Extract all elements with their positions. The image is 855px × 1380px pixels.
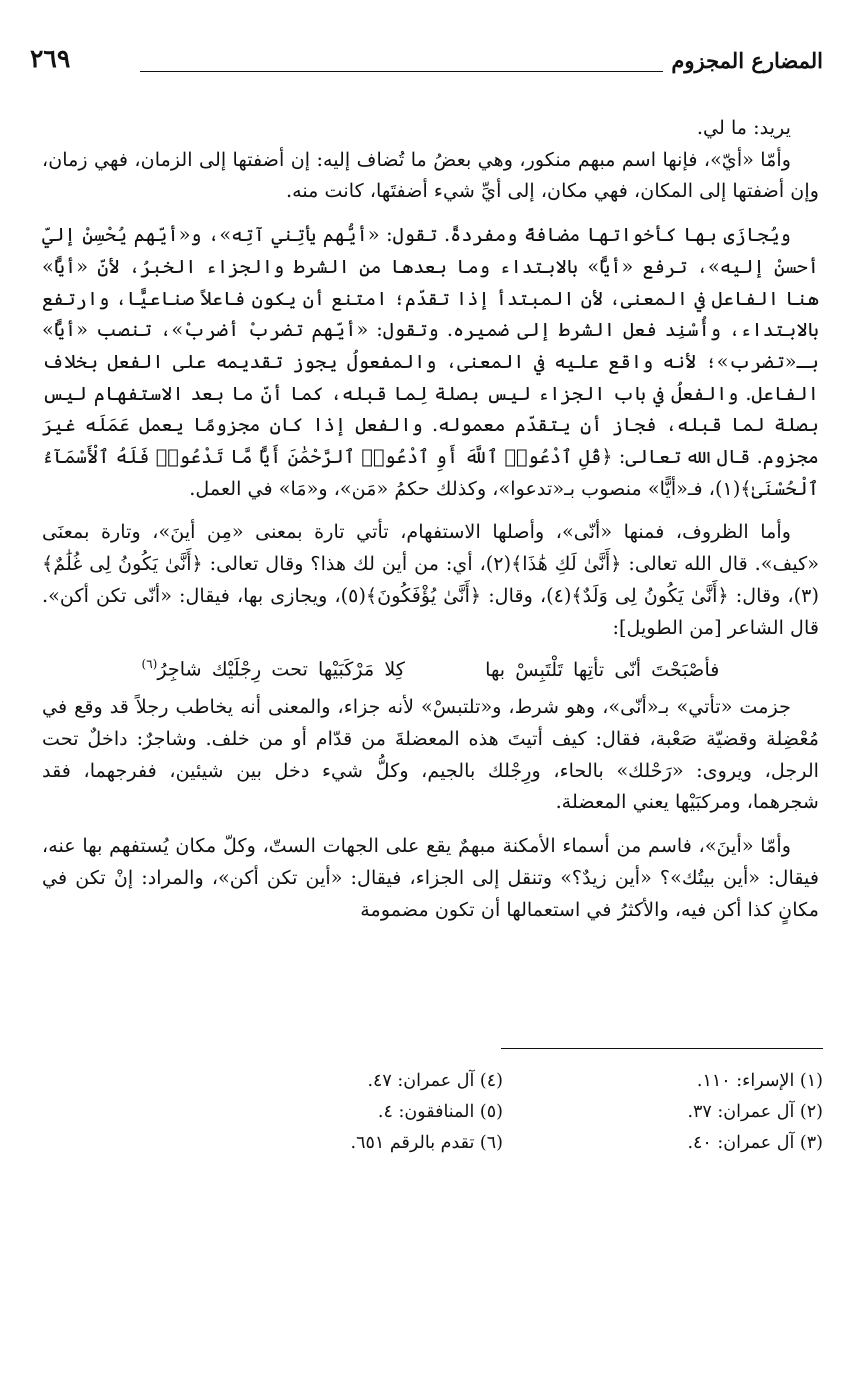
verse-hemistich-second: كِلا مَرْكَبَيْها تحت رِجْلَيْك شاجِرُ	[157, 657, 405, 681]
footnote-item: (٢) آل عمران: ٣٧.	[687, 1102, 823, 1122]
footnote-item: (٣) آل عمران: ٤٠.	[687, 1133, 823, 1153]
paragraph: يريد: ما لي.	[696, 116, 791, 139]
footnote-column-left	[243, 1066, 503, 1159]
footnote-item: (٤) آل عمران: ٤٧.	[367, 1071, 503, 1091]
paragraph: وأمّا «أيّ»، فإنها اسم مبهم منكور، وهي بعضُ ما تُضاف إليه: إن أضفتها إلى الزمان، فهي زمان، وإن أضفتها إلى المكان، فهي مكان، إلى أيِّ شيء أضفتَها، كانت منه.	[42, 147, 819, 203]
main-text	[42, 112, 819, 925]
paragraph: وأما الظروف، فمنها «أنّى»، وأصلها الاستفهام، تأتي تارة بمعنى «مِن أينَ»، وتارة بمعنَى «كيف». قال الله تعالى: ﴿أَنَّىٰ لَكِ هَٰذَا﴾(٢)، أي: من أين لك هذا؟ وقال تعالى: ﴿أَنَّىٰ يَكُونُ لِى غُلَٰمٌ﴾(٣)، وقال: ﴿أَنَّىٰ يَكُونُ لِى وَلَدٌ﴾(٤)، وقال: ﴿أَنَّىٰ يُؤْفَكُونَ﴾(٥)، ويجازى بها، فيقال: «أنّى تكن أكن». قال الشاعر [من الطويل]:	[42, 520, 819, 639]
footnote-item: (٥) المنافقون: ٤.	[377, 1102, 503, 1122]
page-header	[30, 40, 823, 80]
paragraph: جزمت «تأتي» بـ«أنّى»، وهو شرط، و«تلتبسْ» لأنه جزاء، والمعنى أنه يخاطب رجلاً قد وقع في مُعْضِلة وقضيّة صَعْبة، فقال: كيف أتيتَ هذه المعضلةَ من قدّام أو من خلف. وشاجرٌ: داخلٌ تحت الرجل، ويروى: «رَحْلك» بالحاء، ورِجْلك بالجيم، وكلُّ شيء دخل بين شيئين، ففرجهما، فقد شجرهما، ومركبَيْها يعني المعضلة.	[42, 695, 819, 814]
poetry-verse	[42, 649, 819, 685]
running-title: المضارع المجزوم	[671, 48, 823, 73]
paragraph: وأمّا «أينَ»، فاسم من أسماء الأمكنة مبهمٌ يقع على الجهات الستّ، وكلّ مكان يُستفهم بها عنه، فيقال: «أين بيتُك»؟ «أين زيدٌ؟» وتنقل إلى الجزاء، فيقال: «أين تكن أكن»، والمراد: إنْ تكن في مكانٍ كذا أكن فيه، والأكثرُ في استعمالها أن تكون مضمومة	[42, 834, 819, 921]
verse-hemistich-first: فأصْبَحْتَ أنّى تأتِها تَلْتَبِسْ بها	[485, 657, 720, 681]
footnote-item: (١) الإسراء: ١١٠.	[696, 1071, 823, 1091]
paragraph: ويُجازَى بها كأخواتها مضافةً ومفردةً. تقول: «أيُّهم يأتِني آتِه»، و«أيّهم يُحْسِنْ إليّ أحسنْ إليه»، ترفع «أيًّا» بالابتداء وما بعدها من الشرط والجزاء الخبرُ، لأنّ «أيًّا» هنا الفاعل في المعنى، لأن المبتدأ إذا تقدّم؛ امتنع أن يكون فاعلاً صناعيًّا، وارتفع بالابتداء، وأُسْنِد فعل الشرط إلى ضميره. وتقول: «أيّهم تضربْ أضربْ»، تنصب «أيًّا» بـ«تضرب»؛ لأنه واقع عليه في المعنى، والمفعولُ يجوز تقديمه على الفعل بخلاف الفاعل. والفعلُ في باب الجزاء ليس بصلة لِما قبله، كما أنّ ما بعد الاستفهام ليس بصلة لما قبله، فجاز أن يتقدّم معموله. والفعل إذا كان مجزومًا يعمل عَمَلَه غيرَ مجزوم. قال الله تعالى: ﴿قُلِ ٱدْعُوا۟ ٱللَّهَ أَوِ ٱدْعُوا۟ ٱلرَّحْمَٰنَ أَيًّا مَّا تَدْعُوا۟ فَلَهُ ٱلْأَسْمَآءُ ٱلْحُسْنَىٰ﴾(١)، فـ«أيًّا» منصوب بـ«تدعوا»، وكذلك حكمُ «مَن»، و«مَا» في العمل.	[42, 223, 819, 500]
header-rule	[140, 71, 663, 72]
footnote-rule	[501, 1048, 823, 1049]
footnote-column-right	[563, 1066, 823, 1159]
page-number: ٢٦٩	[30, 44, 71, 73]
verse-footnote-ref: (٦)	[141, 657, 158, 672]
footnote-item: (٦) تقدم بالرقم ٦٥١.	[350, 1133, 503, 1153]
